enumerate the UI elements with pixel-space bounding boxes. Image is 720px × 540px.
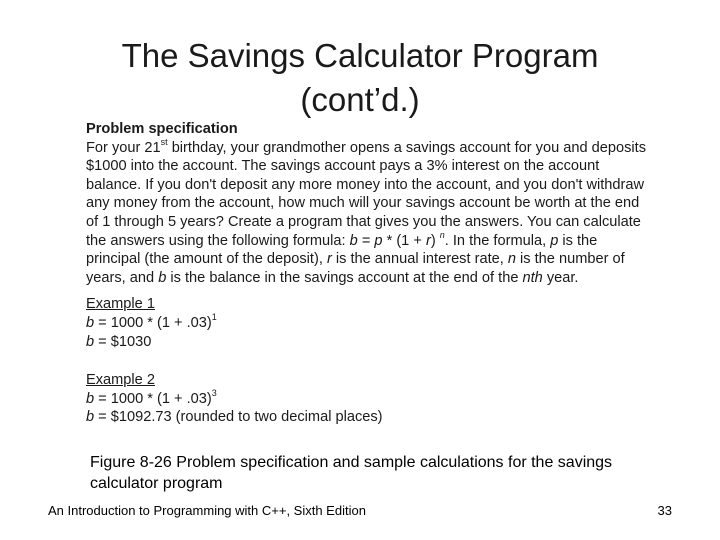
problem-specification bbox=[86, 120, 646, 427]
eq-var: b bbox=[86, 314, 95, 331]
spec-text: year. bbox=[542, 269, 579, 286]
formula-text: = bbox=[357, 232, 375, 249]
example-label: Example 2 bbox=[86, 372, 155, 389]
spec-superscript: st bbox=[160, 136, 168, 147]
slide-title-line2: (cont’d.) bbox=[300, 81, 420, 118]
slide-title-line1: The Savings Calculator Program bbox=[121, 37, 599, 74]
term-n: n bbox=[507, 251, 516, 268]
eq-expr: = $1030 bbox=[94, 333, 152, 350]
eq-exponent: 1 bbox=[211, 312, 217, 323]
formula-var-r: r bbox=[425, 232, 431, 249]
example-equation bbox=[86, 387, 646, 409]
spec-text: birthday, your grandmother opens a savings account for you and deposits $1000 into the account. The savings account pays a 3% interest on the account balance. If you don't deposit any more money into the account, and you don't withdraw any money from the account, how much will your savings account be worth at the end of 1 through 5 years? Create a program that gives you the answers. You can calculate the answers using the following formula: bbox=[86, 139, 647, 249]
example-1 bbox=[86, 295, 646, 351]
example-label: Example 1 bbox=[86, 296, 155, 313]
example-equation bbox=[86, 314, 646, 333]
formula-text: ) bbox=[430, 232, 440, 249]
example-result bbox=[86, 333, 646, 352]
figure-caption: Figure 8-26 Problem specification and sample calculations for the savings calculator program bbox=[90, 454, 613, 492]
spec-heading: Problem specification bbox=[86, 121, 238, 137]
example-2 bbox=[86, 371, 646, 427]
spec-paragraph bbox=[86, 136, 647, 288]
spec-text: is the annual interest rate, bbox=[331, 251, 508, 268]
spec-text: . In the formula, bbox=[444, 232, 551, 249]
eq-expr: = $1092.73 (rounded to two decimal places) bbox=[94, 409, 383, 426]
eq-var: b bbox=[86, 333, 95, 350]
page-number: 33 bbox=[657, 503, 672, 518]
formula-exponent-n: n bbox=[439, 229, 445, 240]
eq-expr: = 1000 * (1 + .03) bbox=[94, 390, 212, 407]
term-b: b bbox=[158, 269, 167, 286]
eq-expr: = 1000 * (1 + .03) bbox=[94, 314, 212, 331]
spec-text: is the number of years, and bbox=[86, 251, 625, 286]
formula-var-b: b bbox=[349, 232, 358, 249]
spec-text: is the principal (the amount of the deposit), bbox=[86, 232, 598, 268]
term-nth: nth bbox=[522, 269, 543, 286]
example-result bbox=[86, 408, 646, 427]
term-r: r bbox=[326, 251, 332, 268]
formula-text: * (1 + bbox=[382, 232, 426, 249]
formula-var-p: p bbox=[374, 232, 383, 249]
eq-exponent: 3 bbox=[211, 387, 217, 398]
eq-var: b bbox=[86, 409, 95, 426]
spec-text: is the balance in the savings account at the end of the bbox=[166, 269, 523, 286]
slide-title bbox=[60, 34, 660, 122]
eq-var: b bbox=[86, 390, 95, 407]
footer-book-title: An Introduction to Programming with C++, Sixth Edition bbox=[48, 503, 366, 518]
term-p: p bbox=[550, 232, 559, 249]
spec-text: For your 21 bbox=[86, 139, 161, 156]
